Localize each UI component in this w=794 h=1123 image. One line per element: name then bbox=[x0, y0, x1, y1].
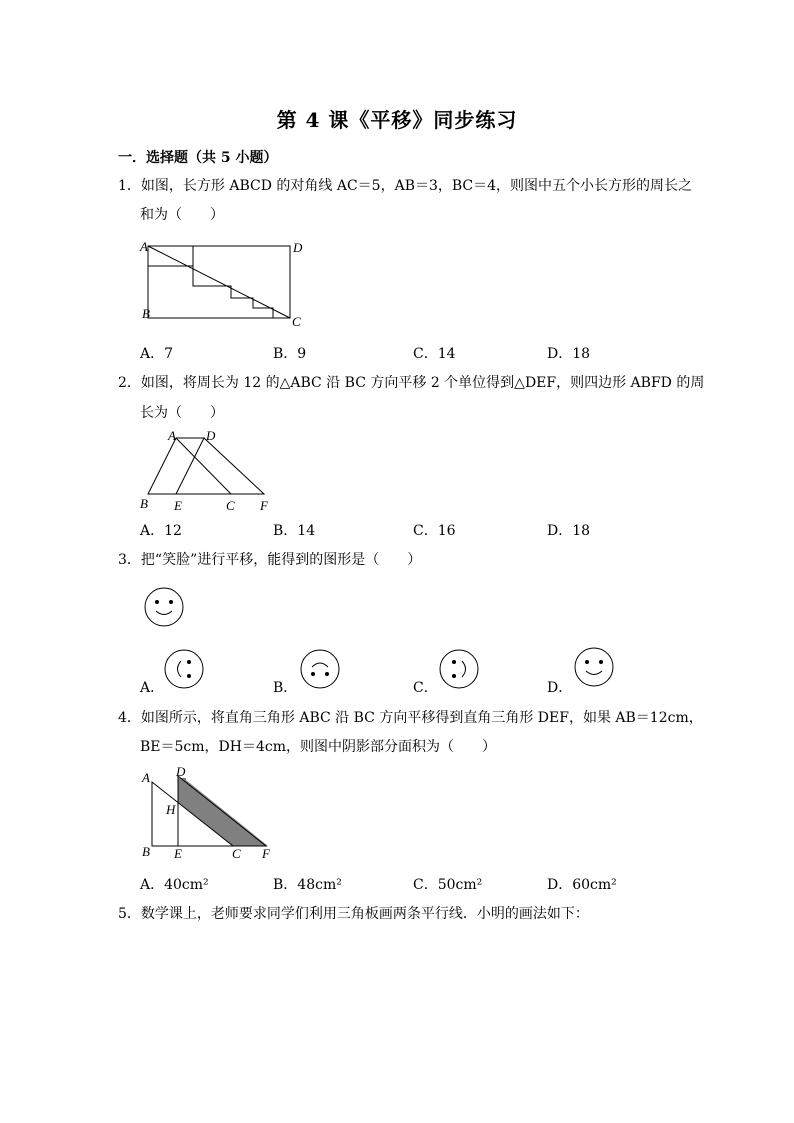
q1-label-d: D bbox=[293, 240, 303, 255]
q1-option-b: B．9 bbox=[273, 346, 307, 362]
q2-figure bbox=[136, 428, 281, 516]
q4-option-c: C．50cm² bbox=[413, 877, 483, 893]
smiley-option-b bbox=[298, 647, 342, 691]
svg-text:D: D bbox=[176, 766, 186, 779]
q4-option-d: D．60cm² bbox=[547, 877, 617, 893]
q1-label-c: C bbox=[292, 314, 301, 329]
q3-option-b: B． bbox=[273, 680, 298, 696]
svg-text:C: C bbox=[226, 498, 235, 513]
svg-text:C: C bbox=[232, 846, 241, 861]
section-heading: 一．选择题（共 5 小题） bbox=[118, 150, 278, 166]
q1-text-line2: 和为（ ） bbox=[140, 207, 224, 223]
svg-text:A: A bbox=[142, 770, 150, 785]
q2-text-line1: 2．如图，将周长为 12 的△ABC 沿 BC 方向平移 2 个单位得到△DEF，则四边形 ABFD 的周 bbox=[118, 375, 705, 391]
q4-text-line1: 4．如图所示，将直角三角形 ABC 沿 BC 方向平移得到直角三角形 DEF，如果 AB＝12cm， bbox=[118, 710, 703, 726]
q2-option-b: B．14 bbox=[273, 523, 316, 539]
q5-text-line1: 5．数学课上，老师要求同学们利用三角板画两条平行线．小明的画法如下： bbox=[118, 906, 589, 922]
svg-text:F: F bbox=[262, 846, 270, 861]
q2-option-d: D．18 bbox=[547, 523, 591, 539]
q2-text-line2: 长为（ ） bbox=[140, 405, 224, 421]
q4-option-a: A．40cm² bbox=[140, 877, 209, 893]
q1-label-a: A bbox=[140, 239, 148, 254]
svg-text:E: E bbox=[174, 498, 182, 513]
q1-staircase bbox=[148, 266, 273, 318]
q1-figure bbox=[138, 236, 313, 331]
q2-option-a: A．12 bbox=[140, 523, 182, 539]
svg-text:A: A bbox=[168, 428, 176, 443]
svg-text:E: E bbox=[174, 846, 182, 861]
smiley-option-d bbox=[572, 645, 616, 689]
q1-option-d: D．18 bbox=[547, 346, 591, 362]
svg-text:B: B bbox=[140, 496, 148, 511]
q1-text-line1: 1．如图，长方形 ABCD 的对角线 AC＝5，AB＝3，BC＝4，则图中五个小长方形的周长之 bbox=[118, 178, 693, 194]
svg-text:F: F bbox=[260, 498, 268, 513]
q1-option-a: A．7 bbox=[140, 346, 174, 362]
smiley-original bbox=[142, 585, 186, 629]
smiley-option-c bbox=[437, 647, 481, 691]
q4-figure bbox=[138, 766, 278, 862]
q4-text-line2: BE＝5cm，DH＝4cm，则图中阴影部分面积为（ ） bbox=[140, 739, 496, 755]
q3-text-line1: 3．把“笑脸”进行平移，能得到的图形是（ ） bbox=[118, 552, 422, 568]
svg-text:H: H bbox=[166, 802, 176, 817]
q4-option-b: B．48cm² bbox=[273, 877, 342, 893]
q2-triangle-def bbox=[176, 438, 264, 494]
svg-text:D: D bbox=[206, 428, 216, 443]
q1-diagonal bbox=[148, 246, 290, 318]
q3-option-d: D． bbox=[547, 680, 573, 696]
svg-text:B: B bbox=[142, 844, 150, 859]
q2-option-c: C．16 bbox=[413, 523, 456, 539]
page-title: 第 4 课《平移》同步练习 bbox=[276, 108, 518, 132]
q3-option-a: A． bbox=[140, 680, 165, 696]
q1-option-c: C．14 bbox=[413, 346, 456, 362]
q1-label-b: B bbox=[142, 306, 150, 321]
q3-option-c: C． bbox=[413, 680, 438, 696]
smiley-option-a bbox=[162, 647, 206, 691]
